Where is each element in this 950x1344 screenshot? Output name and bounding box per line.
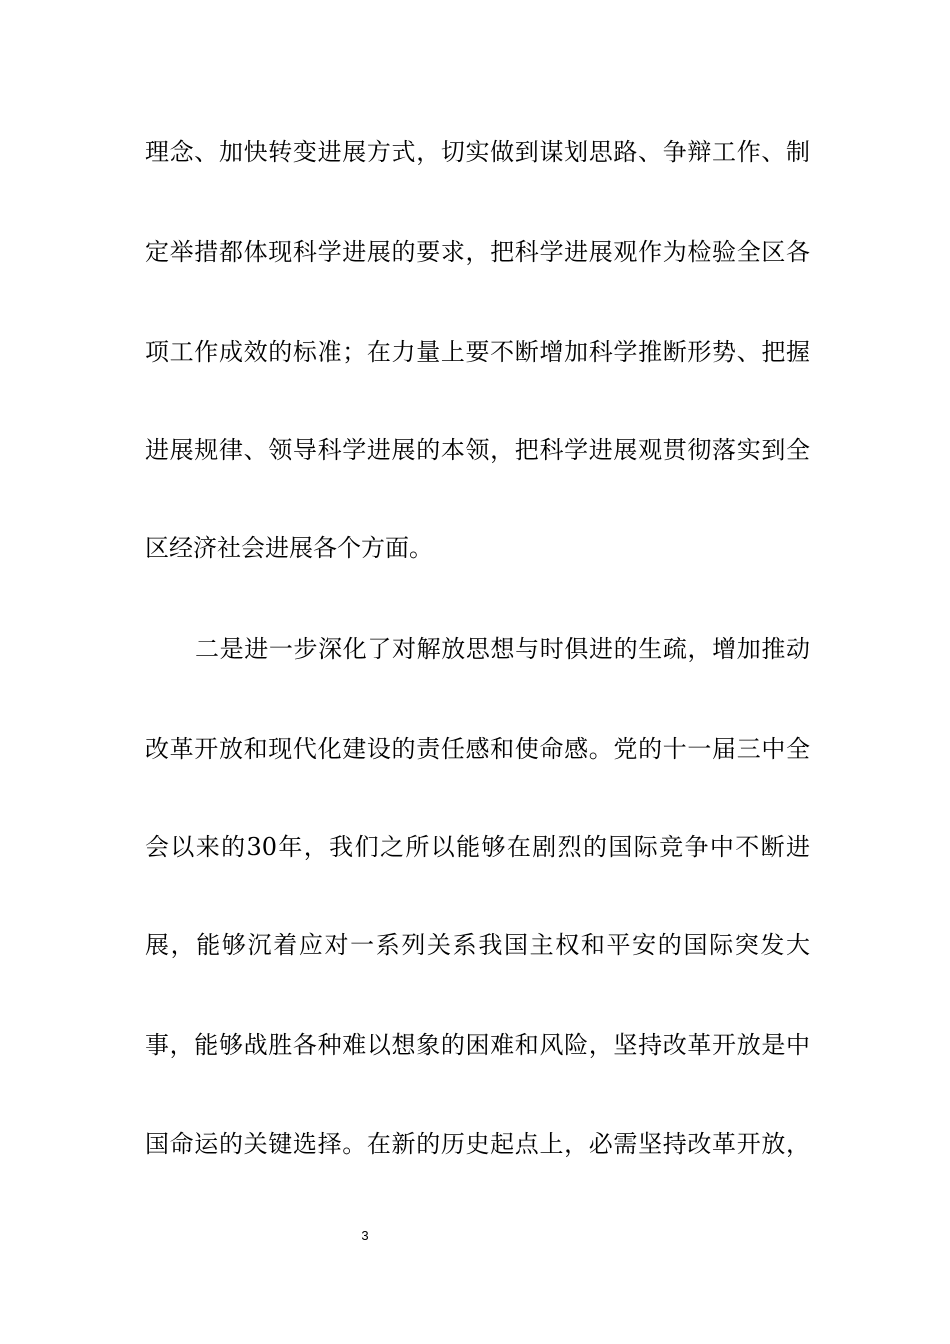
paragraph-2-line-6: 国命运的关键选择。在新的历史起点上，必需坚持改革开放， — [145, 1130, 810, 1158]
paragraph-1-line-1: 理念、加快转变进展方式，切实做到谋划思路、争辩工作、制 — [145, 138, 810, 166]
paragraph-1-line-4: 进展规律、领导科学进展的本领，把科学进展观贯彻落实到全 — [145, 436, 810, 464]
paragraph-2-line-5: 事，能够战胜各种难以想象的困难和风险，坚持改革开放是中 — [145, 1031, 810, 1059]
page-number: 3 — [361, 1228, 369, 1243]
paragraph-2-line-2: 改革开放和现代化建设的责任感和使命感。党的十一届三中全 — [145, 735, 810, 763]
paragraph-1-line-3: 项工作成效的标准；在力量上要不断增加科学推断形势、把握 — [145, 338, 810, 366]
paragraph-2-line-3: 会以来的30年，我们之所以能够在剧烈的国际竞争中不断进 — [145, 833, 810, 861]
paragraph-1-line-2: 定举措都体现科学进展的要求，把科学进展观作为检验全区各 — [145, 238, 810, 266]
paragraph-1-line-5: 区经济社会进展各个方面。 — [145, 534, 433, 562]
paragraph-2-line-1: 二是进一步深化了对解放思想与时俱进的生疏，增加推动 — [195, 635, 810, 663]
paragraph-2-line-4: 展，能够沉着应对一系列关系我国主权和平安的国际突发大 — [145, 931, 810, 959]
